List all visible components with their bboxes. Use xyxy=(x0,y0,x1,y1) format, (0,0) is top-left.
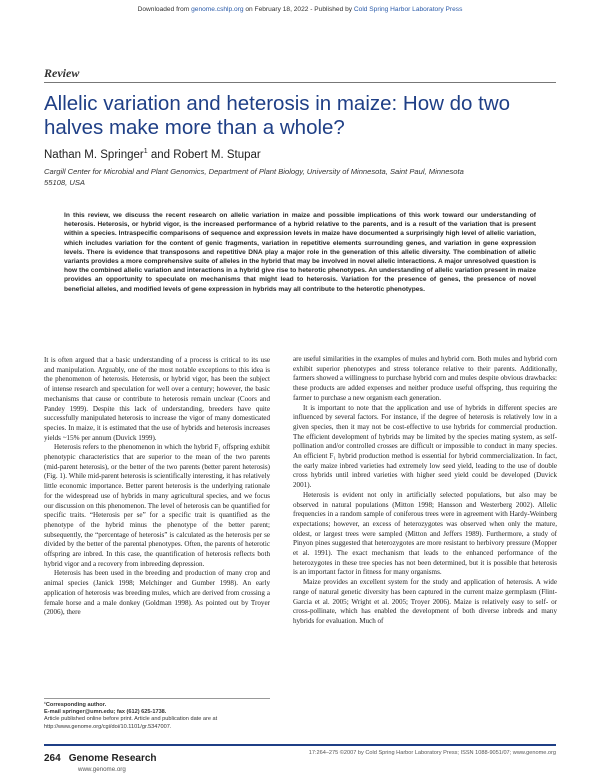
site-link[interactable]: genome.cshlp.org xyxy=(191,6,244,13)
journal-name: Genome Research xyxy=(68,753,157,764)
section-label: Review xyxy=(44,66,80,80)
abstract: In this review, we discuss the recent research on allelic variation in maize and possible implications of this work toward our understanding of heterosis. Heterosis, or hybrid vigor, is the increased performance of a hybrid relative to the parents, and is a result of the variation that is present within a species. Intraspecific comparisons of sequence and expression levels in maize have documented a surprisingly high level of allelic variation, which includes variation for the content of genic fragments, variation in repetitive elements surrounding genes, and variation in gene expression levels. There is evidence that transposons and repetitive DNA play a major role in the generation of this allelic diversity. The combination of allelic variants provides a more comprehensive suite of alleles in the hybrid that may be involved in novel allelic interactions. A major unresolved question is how the combined allelic variation and interactions in a hybrid give rise to heterotic phenotypes. An understanding of allelic variation present in maize provides an opportunity to speculate on mechanisms that might lead to heterosis. Variation for the presence of genes, the presence of novel beneficial alleles, and modified levels of gene expression in hybrids may all contribute to the heterotic phenotypes. xyxy=(64,212,536,293)
paragraph: Heterosis has been used in the breeding and production of many crop and animal species (Janick 1998; Melchinger and Gumber 1998). An early application of heterosis was breeding mules, which are derived from crossing a female horse and a male donkey (Goldman 1998). As pointed out by Troyer (2006), there xyxy=(44,569,270,617)
paragraph: It is important to note that the application and use of hybrids in different species are influenced by several factors. For instance, if the degree of heterosis is relatively low in a given species, then it may not be cost-effective to use hybrids for commercial production. The efficient development of hybrids may be limited by the species mating system, as self-pollination and/or controlled crosses are difficult or impossible to conduct in many species. An efficient F₁ hybrid production method is essential for hybrid commercialization. In fact, the early maize inbred varieties had extremely low seed yield, leading to the use of double cross hybrids until inbred varieties with higher seed yield could be developed (Duvick 2001). xyxy=(293,403,557,490)
footnote-divider xyxy=(44,698,270,699)
download-prefix: Downloaded from xyxy=(137,6,192,13)
left-column xyxy=(44,356,270,618)
author-list xyxy=(44,148,261,161)
author-2: and Robert M. Stupar xyxy=(147,148,261,161)
article-title: Allelic variation and heterosis in maize: How do two halves make more than a whole? xyxy=(44,92,511,139)
footnote xyxy=(44,698,270,731)
contact-email: E-mail springer@umn.edu; fax (612) 625-1738. xyxy=(44,709,167,716)
download-middle: on February 18, 2022 - Published by xyxy=(243,6,354,13)
paragraph: It is often argued that a basic understanding of a process is critical to its use and manipulation. Arguably, one of the most notable exceptions to this idea is the phenomenon of heterosis. Heterosis, or hybrid vigor, has been the subject of intense research and speculation for well over a century; however, the basic mechanisms that cause or contribute to heterosis remain unclear (Coors and Pandey 1999). Despite this lack of understanding, breeders have quite successfully manipulated heterosis to increase the vigor of many domesticated species. In maize, it is estimated that the use of hybrids and heterosis increases yields ~15% per annum (Duvick 1999). xyxy=(44,356,270,442)
right-column xyxy=(293,355,557,627)
paragraph: Maize provides an excellent system for the study and application of heterosis. A wide range of natural genetic diversity has been captured in the current maize germplasm (Flint-Garcia et al. 2005; Wright et al. 2005; Troyer 2006). Maize is relatively easy to self- or cross-pollinate, which has enabled the development of both diverse inbreds and many hybrids for evaluation. Much of xyxy=(293,578,557,625)
corresponding-author-label: ¹Corresponding author. xyxy=(44,702,107,708)
affiliation: Cargill Center for Microbial and Plant Genomics, Department of Plant Biology, University of Minnesota, Saint Paul, Minnesota 55108, USA xyxy=(44,167,464,187)
journal-site[interactable]: www.genome.org xyxy=(78,766,126,773)
publication-note: Article published online before print. Article and publication date are at http://www.genome.org/cgi/doi/10.1101/gr.5347007. xyxy=(44,716,218,730)
footer-divider xyxy=(44,744,556,746)
header-divider xyxy=(44,82,556,83)
paragraph: Heterosis is evident not only in artificially selected populations, but also may be observed in natural populations (Mitton 1998; Hansson and Westerberg 2002). Allelic frequencies in a random sample of coniferous trees were in agreement with Hardy-Weinberg expectations; however, an excess of heterozygotes was observed when only the mature, oldest, or largest trees were sampled (Mitton and Jeffers 1989). Furthermore, a study of Pinyon pines suggested that heterozygotes are more resistant to herbivory pressure (Mopper et al. 1991). The exact mechanism that leads to the enhanced performance of the heterozygotes in these tree species has not been determined, but it is possible that heterosis is an important factor in fitness for many organisms. xyxy=(293,490,557,577)
footer-left xyxy=(44,748,157,773)
page-number: 264 xyxy=(44,753,61,764)
paragraph: are useful similarities in the examples of mules and hybrid corn. Both mules and hybrid corn exhibit superior phenotypes and stress tolerance relative to their parents. Additionally, farmers showed a willingness to purchase hybrid corn and mules despite obvious drawbacks: these products are added expenses and neither produce useful offspring, thus requiring the farmer to purchase a new organism each generation. xyxy=(293,355,557,402)
publisher-link[interactable]: Cold Spring Harbor Laboratory Press xyxy=(353,6,463,13)
paragraph: Heterosis refers to the phenomenon in which the hybrid F₁ offspring exhibit phenotypic characteristics that are superior to the mean of the two parents (mid-parent heterosis), or the better of the two parents (better parent heterosis) (Fig. 1). While mid-parent heterosis is scientifically interesting, it has relatively little economic importance. Better parent heterosis is the underlying rationale for the widespread use of hybrids in many agricultural species, and we focus our discussion on this phenomenon. The level of heterosis can be quantified for specific traits. “Heterosis per se” for a specific trait is quantified as the phenotype of the hybrid minus the phenotype of the better parent; subsequently, the “percentage of heterosis” is calculated as the heterosis per se divided by the better of the parental phenotypes. Often, the parents of heterotic offspring are inbred. In this case, the quantification of heterosis reflects both hybrid vigor and a recovery from inbreeding depression. xyxy=(44,443,270,568)
download-banner xyxy=(0,6,600,13)
footer-citation: 17:264–275 ©2007 by Cold Spring Harbor Laboratory Press; ISSN 1088-9051/07; www.genome.org xyxy=(308,750,556,756)
author-1: Nathan M. Springer xyxy=(44,148,144,161)
author-1-superscript: 1 xyxy=(143,148,148,155)
